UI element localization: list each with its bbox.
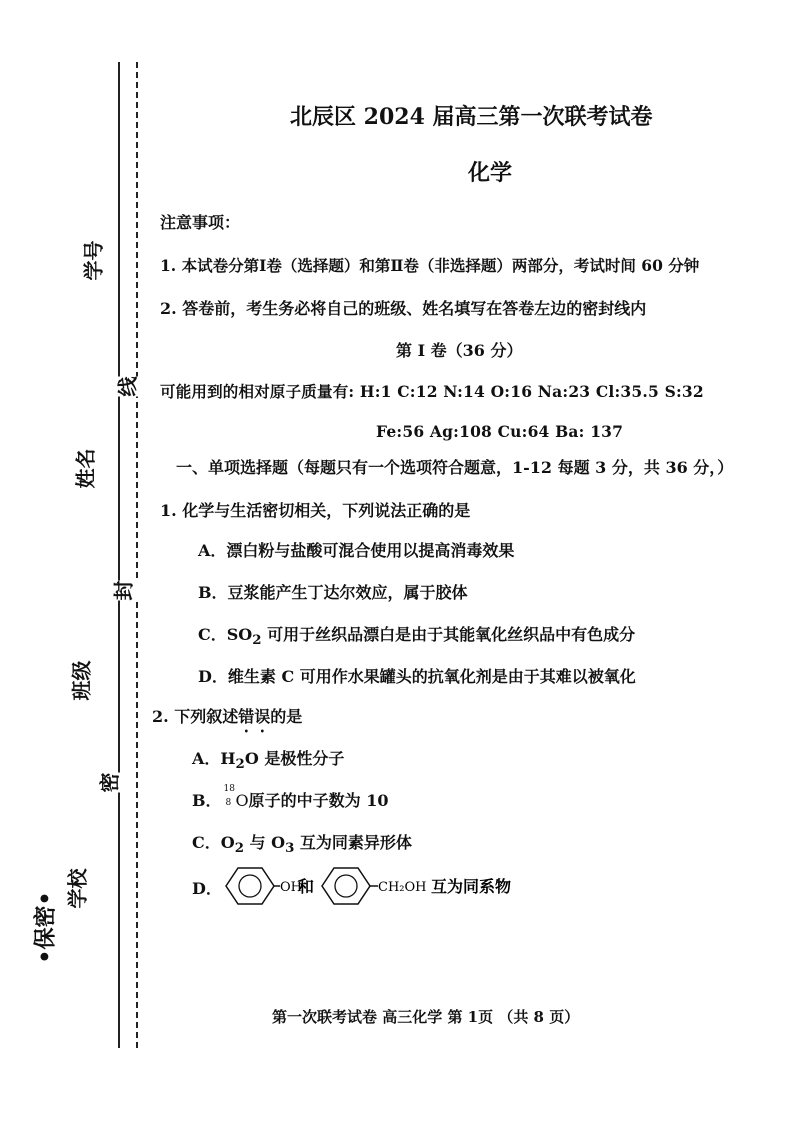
q1-option-d: D．维生素 C 可用作水果罐头的抗氧化剂是由于其难以被氧化 <box>198 667 636 686</box>
confidential-mark: •保密• <box>33 891 59 964</box>
page-footer: 第一次联考试卷 高三化学 第 1页 （共 8 页） <box>272 1008 580 1026</box>
benzyl-group-label: CH₂OH <box>378 880 427 895</box>
seal-char-secret: 密 <box>92 773 125 793</box>
notice-item-1: 1. 本试卷分第Ⅰ卷（选择题）和第Ⅱ卷（非选择题）两部分，考试时间 60 分钟 <box>160 256 700 275</box>
phenol-group-label: OH <box>280 880 302 895</box>
isotope-notation: 18 8 <box>223 784 235 808</box>
atomic-masses-line-1: 可能用到的相对原子质量有: H:1 C:12 N:14 O:16 Na:23 Cl:35.5 S:32 <box>160 382 704 401</box>
q2-emphasis: 错误 <box>238 707 271 726</box>
benzyl-alcohol-structure <box>322 868 427 904</box>
name-label: 姓名 <box>68 449 101 489</box>
phenol-structure <box>226 868 302 904</box>
q2-option-c: C．$O_2$ 与 $O_3$ 互为同素异形体 <box>192 833 412 857</box>
student-id-label: 学号 <box>76 241 109 281</box>
section-heading: 第 Ⅰ 卷（36 分） <box>396 341 523 360</box>
q1-option-a: A．漂白粉与盐酸可混合使用以提高消毒效果 <box>198 541 515 560</box>
option-d-text: 互为同系物 <box>431 877 512 896</box>
q2-stem: 2. 下列叙述错误的是 <box>152 707 303 726</box>
atomic-masses-line-2: Fe:56 Ag:108 Cu:64 Ba: 137 <box>376 422 624 441</box>
notice-item-2: 2. 答卷前，考生务必将自己的班级、姓名填写在答卷左边的密封线内 <box>160 299 647 318</box>
q2-option-d-structures <box>218 864 518 910</box>
q2-option-b: B． 18 8 O原子的中子数为 10 <box>192 784 389 810</box>
binding-solid-line <box>118 62 120 1048</box>
seal-dashed-line <box>136 62 138 1048</box>
seal-char-seal: 封 <box>106 581 139 601</box>
q2-option-d-label: D． <box>192 879 222 898</box>
q1-option-b: B．豆浆能产生丁达尔效应，属于胶体 <box>198 583 468 602</box>
subject-title: 化学 <box>468 160 513 186</box>
q1-option-c: C．$SO_2$ 可用于丝织品漂白是由于其能氧化丝织品中有色成分 <box>198 625 636 649</box>
seal-char-line: 线 <box>110 377 143 397</box>
and-text: 和 <box>298 877 315 896</box>
school-label: 学校 <box>60 869 93 909</box>
q2-option-a: A．$H_2O$ 是极性分子 <box>192 749 345 773</box>
class-label: 班级 <box>64 661 97 701</box>
notice-heading: 注意事项： <box>160 213 241 232</box>
exam-title: 北辰区 2024 届高三第一次联考试卷 <box>290 104 653 130</box>
part-heading: 一、单项选择题（每题只有一个选项符合题意，1-12 每题 3 分，共 36 分，） <box>176 458 734 477</box>
q1-stem: 1. 化学与生活密切相关，下列说法正确的是 <box>160 501 471 520</box>
